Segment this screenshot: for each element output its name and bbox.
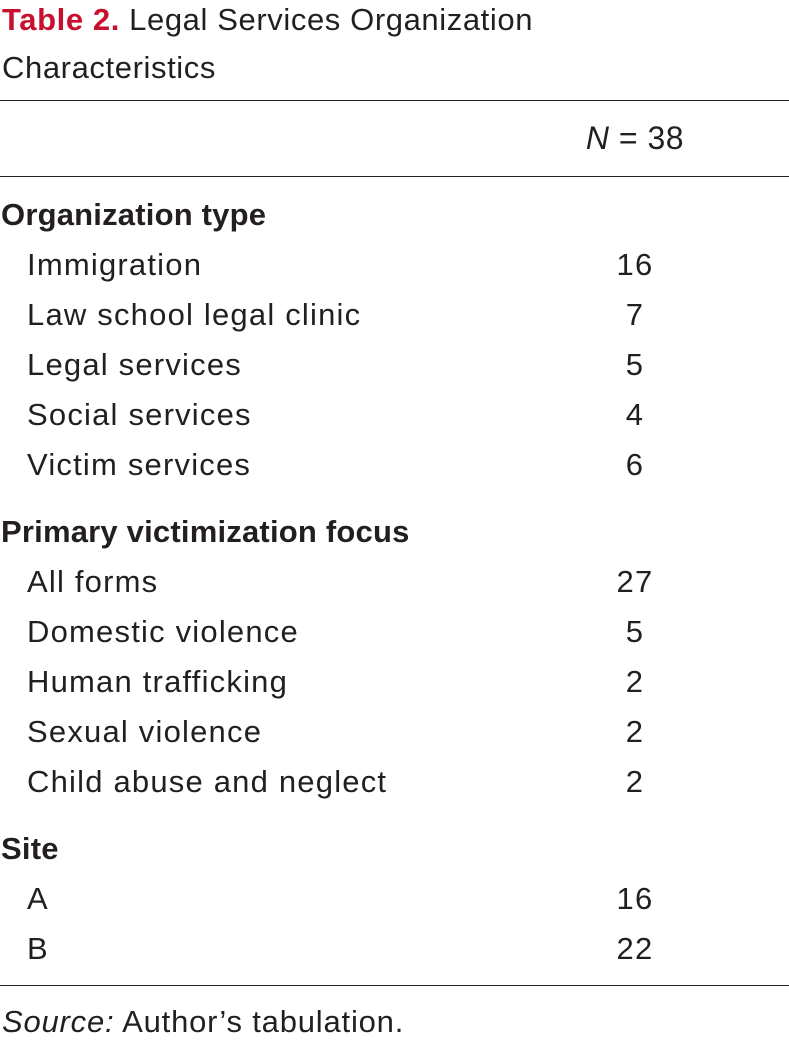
table-row — [0, 443, 789, 493]
source-note — [2, 1000, 404, 1044]
n-symbol: N — [585, 120, 610, 156]
bottom-rule — [0, 985, 789, 986]
top-rule — [0, 100, 789, 101]
table-row — [0, 610, 789, 660]
table-row — [0, 560, 789, 610]
row-label: A — [27, 881, 49, 916]
row-value: 7 — [625, 297, 645, 332]
row-value: 6 — [625, 447, 645, 482]
table-row — [0, 243, 789, 293]
row-value: 16 — [616, 881, 654, 916]
section-organization-type — [0, 193, 789, 493]
table-row — [0, 393, 789, 443]
row-value: 2 — [625, 714, 645, 749]
source-text: Author’s tabulation. — [114, 1004, 405, 1039]
column-header-n — [540, 118, 730, 158]
section-title: Organization type — [1, 197, 267, 232]
row-label: Immigration — [27, 247, 203, 282]
row-label: All forms — [27, 564, 159, 599]
row-value: 27 — [616, 564, 654, 599]
row-label: Social services — [27, 397, 252, 432]
table-body — [0, 193, 789, 977]
row-label: Sexual violence — [27, 714, 263, 749]
row-label: Domestic violence — [27, 614, 299, 649]
row-value: 4 — [625, 397, 645, 432]
table-row — [0, 877, 789, 927]
row-label: Child abuse and neglect — [27, 764, 388, 799]
row-label: Legal services — [27, 347, 242, 382]
table-row — [0, 343, 789, 393]
table-row — [0, 660, 789, 710]
row-label: Victim services — [27, 447, 252, 482]
section-title: Primary victimization focus — [1, 514, 410, 549]
table-row — [0, 710, 789, 760]
table-row — [0, 927, 789, 977]
row-value: 5 — [625, 614, 645, 649]
row-value: 22 — [616, 931, 654, 966]
row-value: 2 — [625, 764, 645, 799]
row-value: 16 — [616, 247, 654, 282]
row-label: B — [27, 931, 49, 966]
table-row — [0, 760, 789, 810]
section-site — [0, 827, 789, 977]
row-label: Law school legal clinic — [27, 297, 362, 332]
n-value: = 38 — [609, 120, 685, 156]
table-caption — [2, 0, 702, 92]
table-number: Table 2. — [2, 2, 120, 37]
row-label: Human trafficking — [27, 664, 289, 699]
header-rule — [0, 176, 789, 177]
section-primary-victimization-focus — [0, 510, 789, 810]
table-row — [0, 293, 789, 343]
source-label: Source: — [2, 1004, 115, 1039]
section-title: Site — [1, 831, 59, 866]
row-value: 5 — [625, 347, 645, 382]
row-value: 2 — [625, 664, 645, 699]
table-title: Legal Services Organization Characteristics — [2, 2, 534, 85]
